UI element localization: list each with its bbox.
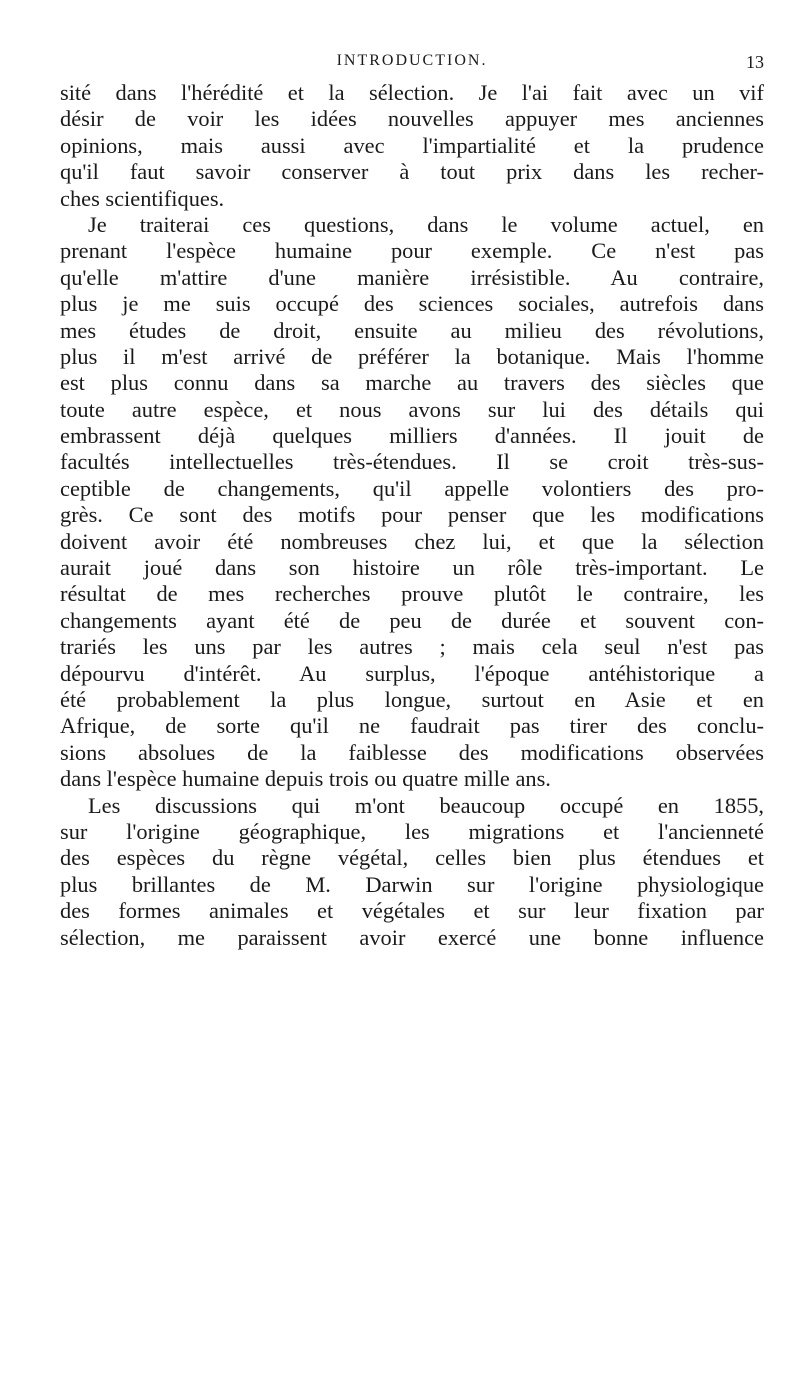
text-line: embrassent déjà quelques milliers d'années. Il jouit de: [60, 423, 764, 449]
text-line: Afrique, de sorte qu'il ne faudrait pas tirer des conclu-: [60, 713, 764, 739]
paragraph-3: [60, 793, 764, 951]
text-line: été probablement la plus longue, surtout en Asie et en: [60, 686, 764, 712]
text-line: doivent avoir été nombreuses chez lui, et que la sélection: [60, 528, 764, 554]
page-number: 13: [746, 52, 764, 72]
text-line: plus il m'est arrivé de préférer la botanique. Mais l'homme: [60, 343, 764, 369]
text-line: résultat de mes recherches prouve plutôt le contraire, les: [60, 581, 764, 607]
text-line: est plus connu dans sa marche au travers des siècles que: [60, 370, 764, 396]
text-line: sité dans l'hérédité et la sélection. Je l'ai fait avec un vif: [60, 80, 764, 105]
running-title: INTRODUCTION.: [336, 52, 488, 69]
text-line: facultés intellectuelles très-étendues. Il se croit très-sus-: [60, 449, 764, 475]
text-line: toute autre espèce, et nous avons sur lui des détails qui: [60, 396, 764, 422]
text-line: désir de voir les idées nouvelles appuyer mes anciennes: [60, 106, 764, 132]
body-text: [60, 80, 764, 951]
text-line: dépourvu d'intérêt. Au surplus, l'époque antéhistorique a: [60, 660, 764, 686]
text-line: aurait joué dans son histoire un rôle très-important. Le: [60, 555, 764, 581]
text-line: sélection, me paraissent avoir exercé une bonne influence: [60, 924, 764, 950]
text-line: dans l'espèce humaine depuis trois ou quatre mille ans.: [60, 766, 551, 792]
text-line: grès. Ce sont des motifs pour penser que les modifications: [60, 502, 764, 528]
running-head: [60, 52, 764, 76]
text-line: ches scientifiques.: [60, 185, 225, 211]
text-line: ceptible de changements, qu'il appelle volontiers des pro-: [60, 475, 764, 501]
text-line: des formes animales et végétales et sur leur fixation par: [60, 898, 764, 924]
text-line: opinions, mais aussi avec l'impartialité et la prudence: [60, 132, 764, 158]
paragraph-2: [60, 212, 764, 793]
text-line: Je traiterai ces questions, dans le volume actuel, en: [88, 211, 764, 237]
text-line: sions absolues de la faiblesse des modifications observées: [60, 739, 764, 765]
paragraph-1: [60, 80, 764, 212]
text-line: qu'elle m'attire d'une manière irrésistible. Au contraire,: [60, 264, 764, 290]
text-line: plus je me suis occupé des sciences sociales, autrefois dans: [60, 291, 764, 317]
text-line: Les discussions qui m'ont beaucoup occupé en 1855,: [88, 792, 764, 818]
text-line: sur l'origine géographique, les migrations et l'ancienneté: [60, 818, 764, 844]
text-line: plus brillantes de M. Darwin sur l'origine physiologique: [60, 871, 764, 897]
text-line: mes études de droit, ensuite au milieu des révolutions,: [60, 317, 764, 343]
text-line: qu'il faut savoir conserver à tout prix dans les recher-: [60, 159, 764, 185]
text-line: des espèces du règne végétal, celles bien plus étendues et: [60, 845, 764, 871]
text-line: prenant l'espèce humaine pour exemple. Ce n'est pas: [60, 238, 764, 264]
text-line: trariés les uns par les autres ; mais cela seul n'est pas: [60, 634, 764, 660]
text-line: changements ayant été de peu de durée et souvent con-: [60, 607, 764, 633]
